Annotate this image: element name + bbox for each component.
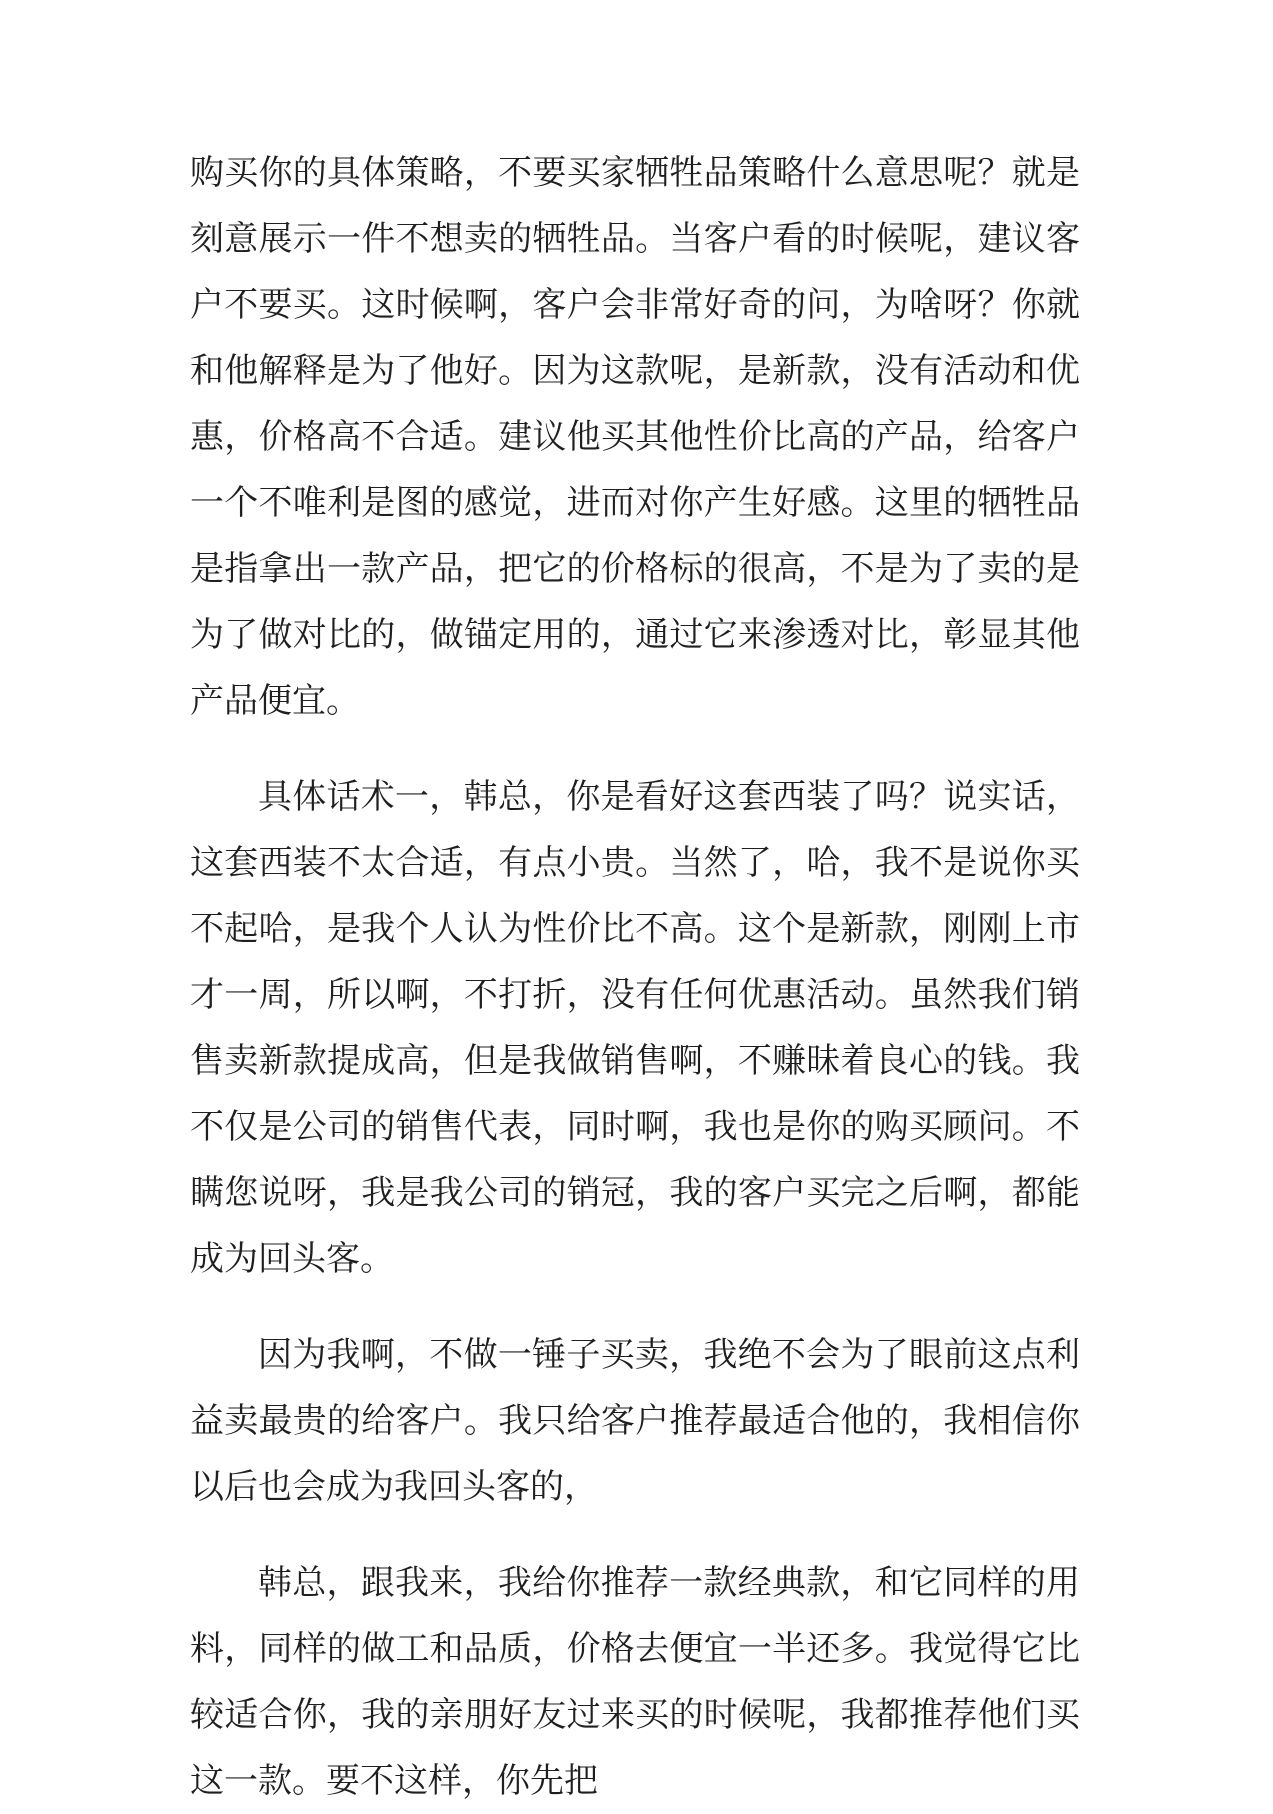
paragraph-sacrifice-strategy: 购买你的具体策略，不要买家牺牲品策略什么意思呢？就是刻意展示一件不想卖的牺牲品。当客户看的时候呢，建议客户不要买。这时候啊，客户会非常好奇的问，为啥呀？你就和他解释是为了他好。因为这款呢，是新款，没有活动和优惠，价格高不合适。建议他买其他性价比高的产品，给客户一个不唯利是图的感觉，进而对你产生好感。这里的牺牲品是指拿出一款产品，把它的价格标的很高，不是为了卖的是为了做对比的，做锚定用的，通过它来渗透对比，彰显其他产品便宜。 — [190, 153, 1080, 721]
paragraph-recommend-classic: 韩总，跟我来，我给你推荐一款经典款，和它同样的用料，同样的做工和品质，价格去便宜一半还多。我觉得它比较适合你，我的亲朋好友过来买的时候呢，我都推荐他们买这一款。要不这样，你先把 — [190, 1563, 1080, 1801]
paragraph-script-one: 具体话术一，韩总，你是看好这套西装了吗？说实话，这套西装不太合适，有点小贵。当然了，哈，我不是说你买不起哈，是我个人认为性价比不高。这个是新款，刚刚上市才一周，所以啊，不打折，没有任何优惠活动。虽然我们销售卖新款提成高，但是我做销售啊，不赚昧着良心的钱。我不仅是公司的销售代表，同时啊，我也是你的购买顾问。不瞒您说呀，我是我公司的销冠，我的客户买完之后啊，都能成为回头客。 — [190, 777, 1080, 1279]
document-body — [190, 140, 1080, 1814]
paragraph-no-one-time-deal: 因为我啊，不做一锤子买卖，我绝不会为了眼前这点利益卖最贵的给客户。我只给客户推荐最适合他的，我相信你以后也会成为我回头客的， — [190, 1335, 1080, 1507]
